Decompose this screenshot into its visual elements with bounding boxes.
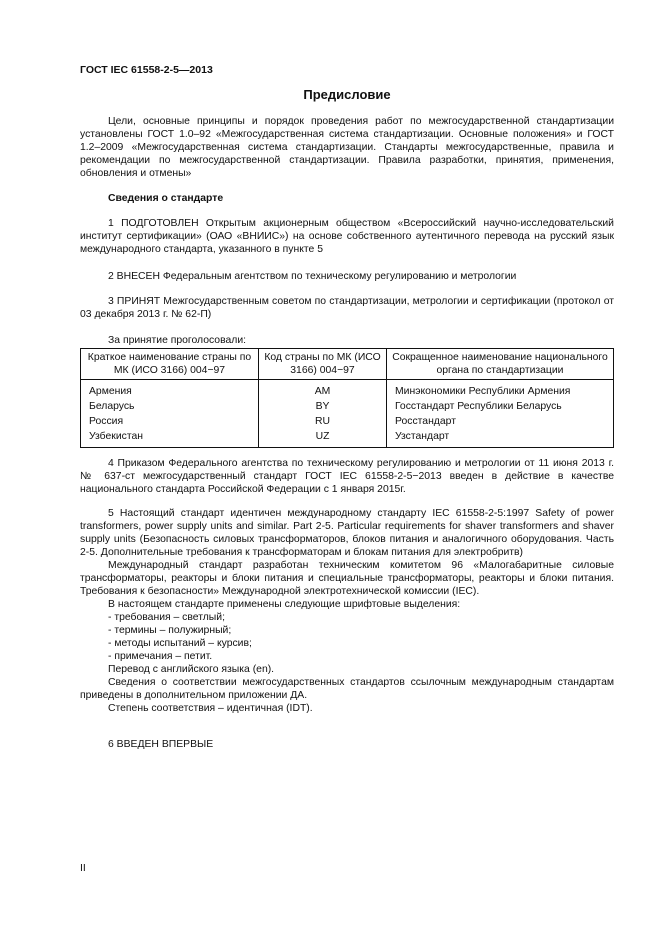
- item-5-block: [80, 507, 614, 715]
- table-row: [81, 380, 614, 400]
- section-title: Сведения о стандарте: [108, 193, 224, 204]
- intro-paragraph: Цели, основные принципы и порядок проведения работ по межгосударственной стандартизации установлены ГОСТ 1.0–92 «Межгосударственная система стандартизации. Основные положения» и ГОСТ 1.2–2009 «Межгосударственная система стандартизации. Стандарты межгосударственные, правила и рекомендации по межгосударственной стандартизации. Правила разработки, принятия, применения, обновления и отмены»: [80, 116, 614, 179]
- font-item: - требования – светлый;: [108, 612, 225, 623]
- item-5: 5 Настоящий стандарт идентичен международному стандарту IEC 61558-2-5:1997 Safety of power transformers, power supply units and similar. Part 2-5. Particular requirements for shaver transformers and shaver supply units (Безопасность силовых трансформаторов, блоков питания и аналогичного оборудования. Часть 2-5. Дополнительные требования к трансформаторам и блокам питания для электробритв): [80, 508, 614, 558]
- table-row: [81, 399, 614, 414]
- page-title: Предисловие: [303, 87, 391, 102]
- item-1: 1 ПОДГОТОВЛЕН Открытым акционерным обществом «Всероссийский научно-исследовательский институт сертификации» (ОАО «ВНИИС») на основе собственного аутентичного перевода на русский язык международного стандарта, указанного в пункте 5: [80, 218, 614, 255]
- vote-label: За принятие проголосовали:: [108, 335, 247, 346]
- national-body: Узстандарт: [387, 429, 614, 448]
- country: Беларусь: [81, 399, 259, 414]
- country: Узбекистан: [81, 429, 259, 448]
- country-code: UZ: [259, 429, 387, 448]
- country: Армения: [81, 380, 259, 400]
- country-code: AM: [259, 380, 387, 400]
- font-item: - примечания – петит.: [108, 651, 213, 662]
- table-row: [81, 429, 614, 448]
- item-6: 6 ВВЕДЕН ВПЕРВЫЕ: [108, 739, 214, 750]
- country: Россия: [81, 414, 259, 429]
- national-body: Госстандарт Республики Беларусь: [387, 399, 614, 414]
- item-4: 4 Приказом Федерального агентства по техническому регулированию и метрологии от 11 июня 2013 г. № 637-ст межгосударственный стандарт ГОСТ IEC 61558-2-5−2013 введен в действие в качестве национального стандарта Российской Федерации с 1 января 2015г.: [80, 458, 614, 495]
- national-body: Росстандарт: [387, 414, 614, 429]
- table-header: Краткое наименование страны по МК (ИСО 3166) 004−97: [81, 349, 259, 380]
- font-item: - термины – полужирный;: [108, 625, 232, 636]
- table-header: Сокращенное наименование национального органа по стандартизации: [387, 349, 614, 380]
- translation-note: Перевод с английского языка (en).: [108, 664, 275, 675]
- country-code: BY: [259, 399, 387, 414]
- item-5-committee: Международный стандарт разработан техническим комитетом 96 «Малогабаритные силовые трансформаторы, реакторы и блоки питания и специальные трансформаторы, реакторы и блоки питания. Требования к безопасности» Международной электротехнической комиссии (IEC).: [80, 560, 614, 597]
- countries-table: [80, 348, 614, 448]
- table-row: [81, 414, 614, 429]
- national-body: Минэкономики Республики Армения: [387, 380, 614, 400]
- item-2: 2 ВНЕСЕН Федеральным агентством по техническому регулированию и метрологии: [108, 271, 517, 282]
- document-header: ГОСТ IEC 61558-2-5—2013: [80, 64, 213, 76]
- page-number: II: [80, 862, 86, 874]
- font-item: - методы испытаний – курсив;: [108, 638, 252, 649]
- fonts-intro: В настоящем стандарте применены следующие шрифтовые выделения:: [108, 599, 461, 610]
- table-header: Код страны по МК (ИСО 3166) 004−97: [259, 349, 387, 380]
- country-code: RU: [259, 414, 387, 429]
- degree-note: Степень соответствия – идентичная (IDT).: [108, 703, 313, 714]
- references-note: Сведения о соответствии межгосударственных стандартов ссылочным международным стандартам приведены в дополнительном приложении ДА.: [80, 677, 614, 701]
- item-3: 3 ПРИНЯТ Межгосударственным советом по стандартизации, метрологии и сертификации (протокол от 03 декабря 2013 г. № 62-П): [80, 296, 614, 320]
